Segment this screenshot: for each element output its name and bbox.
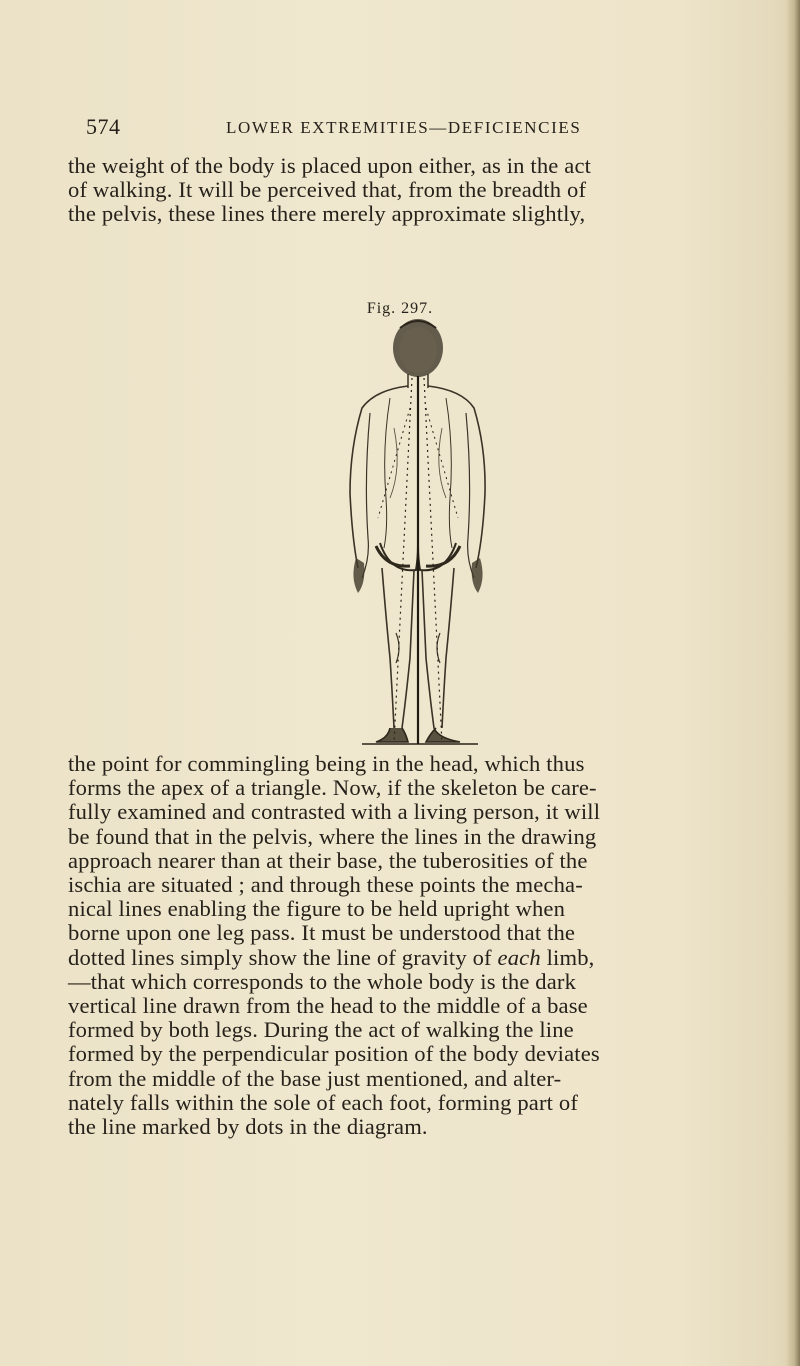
text-line: the line marked by dots in the diagram. — [68, 1114, 428, 1140]
paragraph-top — [68, 154, 733, 227]
text-line: formed by the perpendicular position of the body deviates — [68, 1041, 600, 1067]
paragraph-bottom — [68, 752, 733, 1139]
running-head: LOWER EXTREMITIES—DEFICIENCIES — [226, 118, 582, 137]
figure-caption: Fig. 297. — [366, 300, 434, 317]
text-line: ischia are situated ; and through these points the mecha- — [68, 872, 583, 898]
text-line: the weight of the body is placed upon either, as in the act — [68, 153, 592, 178]
figure-297-illustration — [290, 318, 550, 748]
text-line: be found that in the pelvis, where the lines in the drawing — [68, 823, 597, 849]
text-line: the pelvis, these lines there merely approximate slightly, — [68, 201, 586, 227]
text-line: the point for commingling being in the head, which thus — [68, 751, 585, 776]
page-edge-shadow — [786, 0, 800, 1366]
text-line: —that which corresponds to the whole body is the dark — [68, 968, 577, 994]
italic-word: each — [497, 944, 541, 970]
text-line: from the middle of the base just mentioned, and alter- — [68, 1065, 562, 1091]
text-segment: dotted lines simply show the line of gravity of — [68, 944, 492, 970]
text-line: forms the apex of a triangle. Now, if the skeleton be care- — [68, 775, 597, 801]
text-line: borne upon one leg pass. It must be understood that the — [68, 920, 576, 946]
text-line: nical lines enabling the figure to be held upright when — [68, 896, 566, 922]
text-line: approach nearer than at their base, the tuberosities of the — [68, 847, 588, 873]
text-line: formed by both legs. During the act of walking the line — [68, 1017, 574, 1043]
text-line: vertical line drawn from the head to the middle of a base — [68, 993, 588, 1019]
text-line: of walking. It will be perceived that, from the breadth of — [68, 177, 587, 203]
page-number: 574 — [86, 114, 121, 139]
page-header — [86, 114, 736, 144]
text-line: fully examined and contrasted with a living person, it will — [68, 799, 601, 825]
text-segment: limb, — [546, 944, 595, 970]
text-line: nately falls within the sole of each foot, forming part of — [68, 1089, 579, 1115]
text-line — [68, 946, 733, 970]
